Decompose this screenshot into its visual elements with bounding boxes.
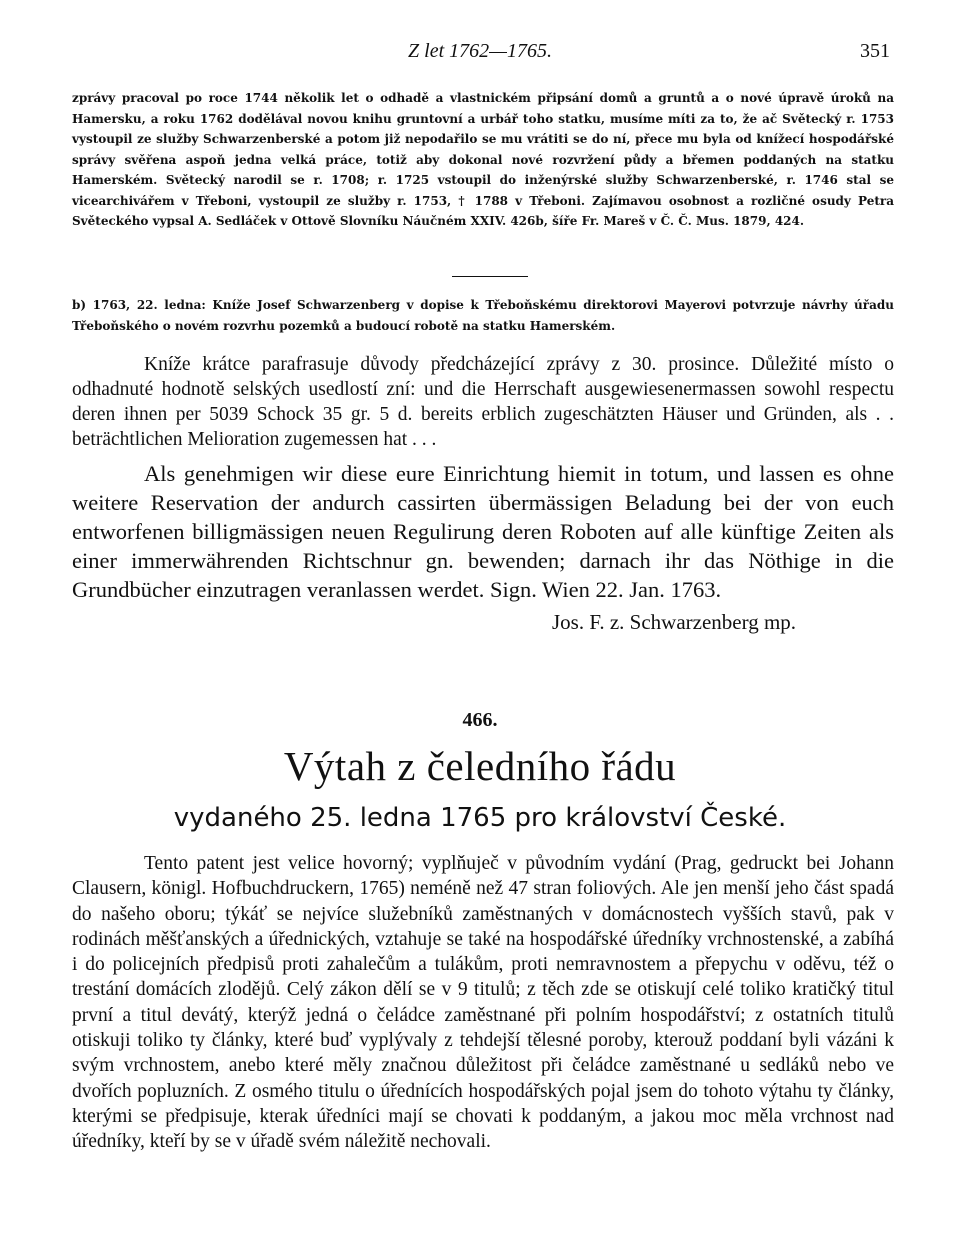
note-b: b) 1763, 22. ledna: Kníže Josef Schwarzenberg v dopise k Třeboňskému direktorovi Mayerovi potvrzuje návrhy úřadu Třeboňského o novém rozvrhu pozemků a budoucí robotě na statku Hamerském. — [72, 298, 894, 333]
document-title: Výtah z čeledního řádu — [283, 743, 677, 789]
signature-line: Jos. F. z. Schwarzenberg mp. — [552, 610, 797, 634]
section-divider — [452, 276, 528, 277]
paragraph-introduction: Tento patent jest velice hovorný; vyplňuječ v původním vydání (Prag, gedruckt bei Johann Clausern, königl. Hofbuchdruckern, 1765) neméně než 47 stran foliových. Ale jen menší jeho část spadá do našeho oboru; týkáť se nejvíce služebníků zaměstnaných v domácnostech vyšších stavů, pak v rodinách měšťanských a úřednických, vztahuje se také na hospodářské úředníky vrchnostenské, a zabíhá i do policejních předpisů proti zahalečům a tulákům, proti nemravnostem a přepychu v oděvu, též o trestání domácích zlodějů. Celý zákon dělí se v 9 titulů; z těch zde se otiskují celé toliko kratičký titul první a titul devátý, kterýž jedná o čeládce zaměstnané při polním hospodářství; z ostatních titulů otiskuji toliko ty články, které buď vyplývaly z tehdejší tělesné poroby, kterouž poddaní byli vázáni k svým vrchnostem, anebo které měly značnou důležitost při čeládce zaměstnané u sedláků nebo ve dvořích popluzních. Z osmého titulu o úřednících hospodářských pojal jsem do tohoto výtahu ty články, kterými se předpisuje, kterak úředníci mají se chovati k poddaným, a jakou moc měla vrchnost nad úředníky, kteří by se v úřadě svém náležitě nechovali. — [72, 853, 894, 1153]
page-number: 351 — [860, 40, 890, 62]
document-number: 466. — [462, 709, 498, 731]
document-subtitle: vydaného 25. ledna 1765 pro království České. — [173, 803, 787, 833]
running-header — [70, 40, 890, 70]
running-title: Z let 1762—1765. — [408, 40, 552, 62]
paragraph-paraphrase: Kníže krátce parafrasuje důvody předcházející zprávy z 30. prosince. Důležité místo o odhadnuté hodnotě selských usedlostí zní: und die Herrschaft ausgewiesenermassen sowohl respectu deren ihnen per 5039 Schock 35 gr. 5 d. bereits erblich zugeschätzten Häuser und Gründen, als . . beträchtlichen Melioration zugemessen hat . . . — [72, 354, 894, 450]
paragraph-quotation: Als genehmigen wir diese eure Einrichtung hiemit in totum, und lassen es ohne weitere Reservation der andurch cassirten übermässigen Beladung bei der von euch entworfenen billigmässigen neuen Regulirung deren Roboten auf alle künftige Zeiten als einer immerwährenden Richtschnur gn. bewenden; darnach ihr das Nöthige in die Grundbücher einzutragen veranlassen werdet. Sign. Wien 22. Jan. 1763. — [72, 461, 894, 602]
footnote-continuation: zprávy pracoval po roce 1744 několik let o odhadě a vlastnickém připsání domů a gruntů a o nové úpravě úroků na Hamersku, a roku 1762 dodělával novou knihu gruntovní a urbář toho statku, musíme míti za to, že ač Světecký r. 1753 vystoupil ze služby Schwarzenberské a potom již nepodařilo se mu vrátiti se do ní, přece mu byla od knížecí hospodářské správy svěřena aspoň jedna velká práce, totiž aby dokonal nové rozvržení půdy a břemen poddaných na statku Hamerském. Světecký narodil se r. 1708; r. 1725 vstoupil do inženýrské služby Schwarzenberské, r. 1746 stal se vicearchivářem v Třeboni, vystoupil ze služby r. 1753, † 1788 v Třeboni. Zajímavou osobnost a rozličné osudy Petra Světeckého vypsal A. Sedláček v Ottově Slovníku Náučném XXIV. 426b, šíře Fr. Mareš v Č. Č. Mus. 1879, 424. — [72, 91, 894, 228]
